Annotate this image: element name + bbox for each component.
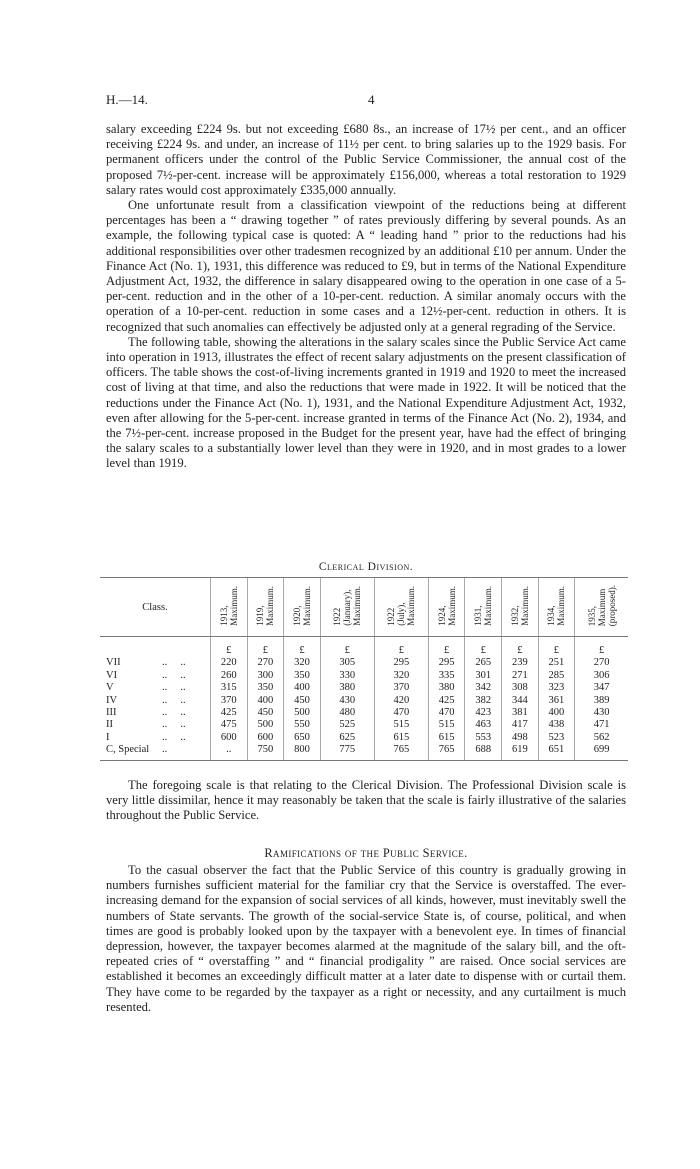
value-cell: 438 xyxy=(538,719,575,731)
value-cell: 600 xyxy=(247,732,284,744)
paragraph: To the casual observer the fact that the Public Service of this country is gradually growing in numbers furnishes sufficient material for the familiar cry that the Service is overstaffed. The ever-increasing demand for the expansion of social services of all kinds, however, must inevitably swell the numbers of State servants. The growth of the social-service State is, of course, political, and when times are good is probably looked upon by the taxpayer with a benevolent eye. In times of financial depression, however, the taxpayer becomes alarmed at the magnitude of the salary bill, and the oft-repeated cries of “ overstaffing ” and “ financial prodigality ” are raised. Once social services are established it becomes an exceedingly difficult matter at a later date to dispense with or curtail them. They have come to be regarded by the taxpayer as a right or necessity, and any curtailment is much resented. xyxy=(106,863,626,1014)
value-cell: 380 xyxy=(428,682,465,694)
class-name: C, Special xyxy=(106,744,150,756)
value-cell: 430 xyxy=(320,695,374,707)
class-name: IV xyxy=(106,694,118,706)
column-header: 1920, Maximum. xyxy=(284,578,321,637)
class-cell xyxy=(100,707,211,719)
value-cell: 305 xyxy=(320,657,374,669)
value-cell: 475 xyxy=(211,719,248,731)
value-cell: 239 xyxy=(502,657,539,669)
value-cell: 480 xyxy=(320,707,374,719)
value-cell: 347 xyxy=(575,682,628,694)
value-cell: 650 xyxy=(284,732,321,744)
value-cell: 775 xyxy=(320,744,374,760)
leader-dots: .. .. xyxy=(162,731,186,743)
unit-cell: £ xyxy=(247,637,284,658)
value-cell: 500 xyxy=(247,719,284,731)
column-header: 1922 (January), Maximum. xyxy=(320,578,374,637)
value-cell: 600 xyxy=(211,732,248,744)
value-cell: 470 xyxy=(428,707,465,719)
leader-dots: .. .. xyxy=(162,669,186,681)
table-row xyxy=(100,657,628,669)
class-name: V xyxy=(106,682,114,694)
value-cell: 800 xyxy=(284,744,321,760)
table-row xyxy=(100,707,628,719)
class-name: III xyxy=(106,707,117,719)
value-cell: 425 xyxy=(211,707,248,719)
unit-cell: £ xyxy=(575,637,628,658)
column-header: 1931, Maximum. xyxy=(465,578,502,637)
paragraph: The following table, showing the alterations in the salary scales since the Public Service Act came into operation in 1913, illustrates the effect of recent salary adjustments on the present classification of officers. The table shows the cost-of-living increments granted in 1919 and 1920 to meet the increased cost of living at that time, and also the reductions that were made in 1922. It will be noticed that the reductions under the Finance Act (No. 1), 1931, and the National Expenditure Adjustment Act, 1932, even after allowing for the 5-per-cent. increase granted in terms of the Finance Act (No. 2), 1934, and the 7½-per-cent. increase proposed in the Budget for the present year, have had the effect of bringing the salary scales to a substantially lower level than they were in 1920, and in most grades to a lower level than 1919. xyxy=(106,334,626,471)
paragraph: The foregoing scale is that relating to the Clerical Division. The Professional Division scale is very little dissimilar, hence it may reasonably be taken that the scale is fairly illustrative of the salaries throughout the Public Service. xyxy=(106,778,626,823)
class-name: I xyxy=(106,731,110,743)
value-cell: 562 xyxy=(575,732,628,744)
value-cell: 423 xyxy=(465,707,502,719)
value-cell: 750 xyxy=(247,744,284,760)
class-cell xyxy=(100,719,211,731)
value-cell: 285 xyxy=(538,670,575,682)
value-cell: 515 xyxy=(428,719,465,731)
value-cell: 400 xyxy=(247,695,284,707)
column-header: 1913, Maximum. xyxy=(211,578,248,637)
value-cell: 417 xyxy=(502,719,539,731)
leader-dots: .. .. xyxy=(162,682,186,694)
class-cell xyxy=(100,670,211,682)
leader-dots: .. .. xyxy=(162,694,186,706)
value-cell: 260 xyxy=(211,670,248,682)
value-cell: 553 xyxy=(465,732,502,744)
value-cell: 382 xyxy=(465,695,502,707)
leader-dots: .. .. xyxy=(162,657,186,669)
class-cell xyxy=(100,657,211,669)
value-cell: 301 xyxy=(465,670,502,682)
units-row xyxy=(100,637,628,658)
unit-cell: £ xyxy=(211,637,248,658)
value-cell: 271 xyxy=(502,670,539,682)
text-block-ramifications xyxy=(106,863,626,1015)
value-cell: 471 xyxy=(575,719,628,731)
table-row xyxy=(100,744,628,760)
value-cell: 370 xyxy=(374,682,428,694)
class-name: II xyxy=(106,719,113,731)
value-cell: 765 xyxy=(428,744,465,760)
value-cell: 615 xyxy=(374,732,428,744)
value-cell: 320 xyxy=(374,670,428,682)
value-cell: 450 xyxy=(284,695,321,707)
value-cell: 688 xyxy=(465,744,502,760)
value-cell: 270 xyxy=(247,657,284,669)
column-header: 1932, Maximum. xyxy=(502,578,539,637)
page-number: 4 xyxy=(368,92,375,107)
leader-dots: .. .. xyxy=(162,707,186,719)
table-header-row xyxy=(100,578,628,637)
value-cell: 515 xyxy=(374,719,428,731)
value-cell: 220 xyxy=(211,657,248,669)
value-cell: 400 xyxy=(538,707,575,719)
column-header: 1935, Maximum (proposed). xyxy=(575,578,628,637)
value-cell: 765 xyxy=(374,744,428,760)
value-cell: 463 xyxy=(465,719,502,731)
value-cell: 335 xyxy=(428,670,465,682)
value-cell: 381 xyxy=(502,707,539,719)
unit-cell: £ xyxy=(284,637,321,658)
table-row xyxy=(100,719,628,731)
unit-cell: £ xyxy=(465,637,502,658)
value-cell: 350 xyxy=(247,682,284,694)
value-cell: 425 xyxy=(428,695,465,707)
value-cell: 344 xyxy=(502,695,539,707)
class-cell xyxy=(100,732,211,744)
value-cell: 361 xyxy=(538,695,575,707)
table-row xyxy=(100,695,628,707)
document-reference: H.—14. xyxy=(106,92,148,107)
value-cell: 430 xyxy=(575,707,628,719)
class-name: VI xyxy=(106,669,118,681)
value-cell: 625 xyxy=(320,732,374,744)
value-cell: 308 xyxy=(502,682,539,694)
column-header-class: Class. xyxy=(100,578,211,637)
value-cell: 651 xyxy=(538,744,575,760)
table-row xyxy=(100,682,628,694)
class-name: VII xyxy=(106,657,121,669)
value-cell: 550 xyxy=(284,719,321,731)
table-body xyxy=(100,637,628,761)
table-row xyxy=(100,670,628,682)
value-cell: 300 xyxy=(247,670,284,682)
value-cell: 370 xyxy=(211,695,248,707)
value-cell: 315 xyxy=(211,682,248,694)
value-cell: 265 xyxy=(465,657,502,669)
text-block-intro xyxy=(106,122,626,472)
value-cell: 400 xyxy=(284,682,321,694)
value-cell: 295 xyxy=(428,657,465,669)
column-header: 1924, Maximum. xyxy=(428,578,465,637)
value-cell: 523 xyxy=(538,732,575,744)
value-cell: .. xyxy=(211,744,248,760)
table-row xyxy=(100,732,628,744)
value-cell: 450 xyxy=(247,707,284,719)
leader-dots: .. .. xyxy=(162,719,186,731)
value-cell: 498 xyxy=(502,732,539,744)
value-cell: 350 xyxy=(284,670,321,682)
column-header: 1934, Maximum. xyxy=(538,578,575,637)
value-cell: 270 xyxy=(575,657,628,669)
table-caption: Clerical Division. xyxy=(318,561,414,573)
value-cell: 615 xyxy=(428,732,465,744)
unit-cell: £ xyxy=(502,637,539,658)
value-cell: 699 xyxy=(575,744,628,760)
value-cell: 470 xyxy=(374,707,428,719)
value-cell: 380 xyxy=(320,682,374,694)
paragraph: salary exceeding £224 9s. but not exceeding £680 8s., an increase of 17½ per cent., and an officer receiving £224 9s. and under, an increase of 11½ per cent. to bring salaries up to the 1929 basis. For permanent officers under the control of the Public Service Commissioner, the annual cost of the proposed 7½-per-cent. increase will be approximately £156,000, whereas a total restoration to 1929 salary rates would cost approximately £335,000 annually. xyxy=(106,122,626,197)
unit-cell: £ xyxy=(320,637,374,658)
value-cell: 330 xyxy=(320,670,374,682)
paragraph: One unfortunate result from a classification viewpoint of the reductions being at different percentages has been a “ drawing together ” of rates previously differing by several pounds. As an example, the following typical case is quoted: A “ leading hand ” prior to the reductions had his additional responsibilities over other tradesmen recognized by an additional £10 per annum. Under the Finance Act (No. 1), 1931, this difference was reduced to £9, but in terms of the National Expenditure Adjustment Act, 1932, the difference in salary disappeared owing to the operation in one case of a 5-per-cent. reduction and in the other of a 10-per-cent. reduction. A similar anomaly occurs with the operation of a 10-per-cent. reduction in some cases and a 12½-per-cent. reduction in others. It is recognized that such anomalies can effectively be adjusted only at a general regrading of the Service. xyxy=(106,198,626,334)
value-cell: 389 xyxy=(575,695,628,707)
unit-cell: £ xyxy=(374,637,428,658)
value-cell: 295 xyxy=(374,657,428,669)
class-cell xyxy=(100,744,211,760)
unit-cell: £ xyxy=(428,637,465,658)
text-block-foregoing xyxy=(106,778,626,824)
unit-cell: £ xyxy=(538,637,575,658)
value-cell: 525 xyxy=(320,719,374,731)
leader-dots: .. xyxy=(162,744,168,756)
value-cell: 500 xyxy=(284,707,321,719)
column-header: 1919, Maximum. xyxy=(247,578,284,637)
column-header: 1922 (July), Maximum. xyxy=(374,578,428,637)
class-cell xyxy=(100,695,211,707)
value-cell: 323 xyxy=(538,682,575,694)
section-heading: Ramifications of the Public Service. xyxy=(264,846,468,860)
value-cell: 306 xyxy=(575,670,628,682)
value-cell: 342 xyxy=(465,682,502,694)
value-cell: 251 xyxy=(538,657,575,669)
value-cell: 320 xyxy=(284,657,321,669)
value-cell: 619 xyxy=(502,744,539,760)
value-cell: 420 xyxy=(374,695,428,707)
class-cell xyxy=(100,682,211,694)
salary-table xyxy=(100,577,628,761)
